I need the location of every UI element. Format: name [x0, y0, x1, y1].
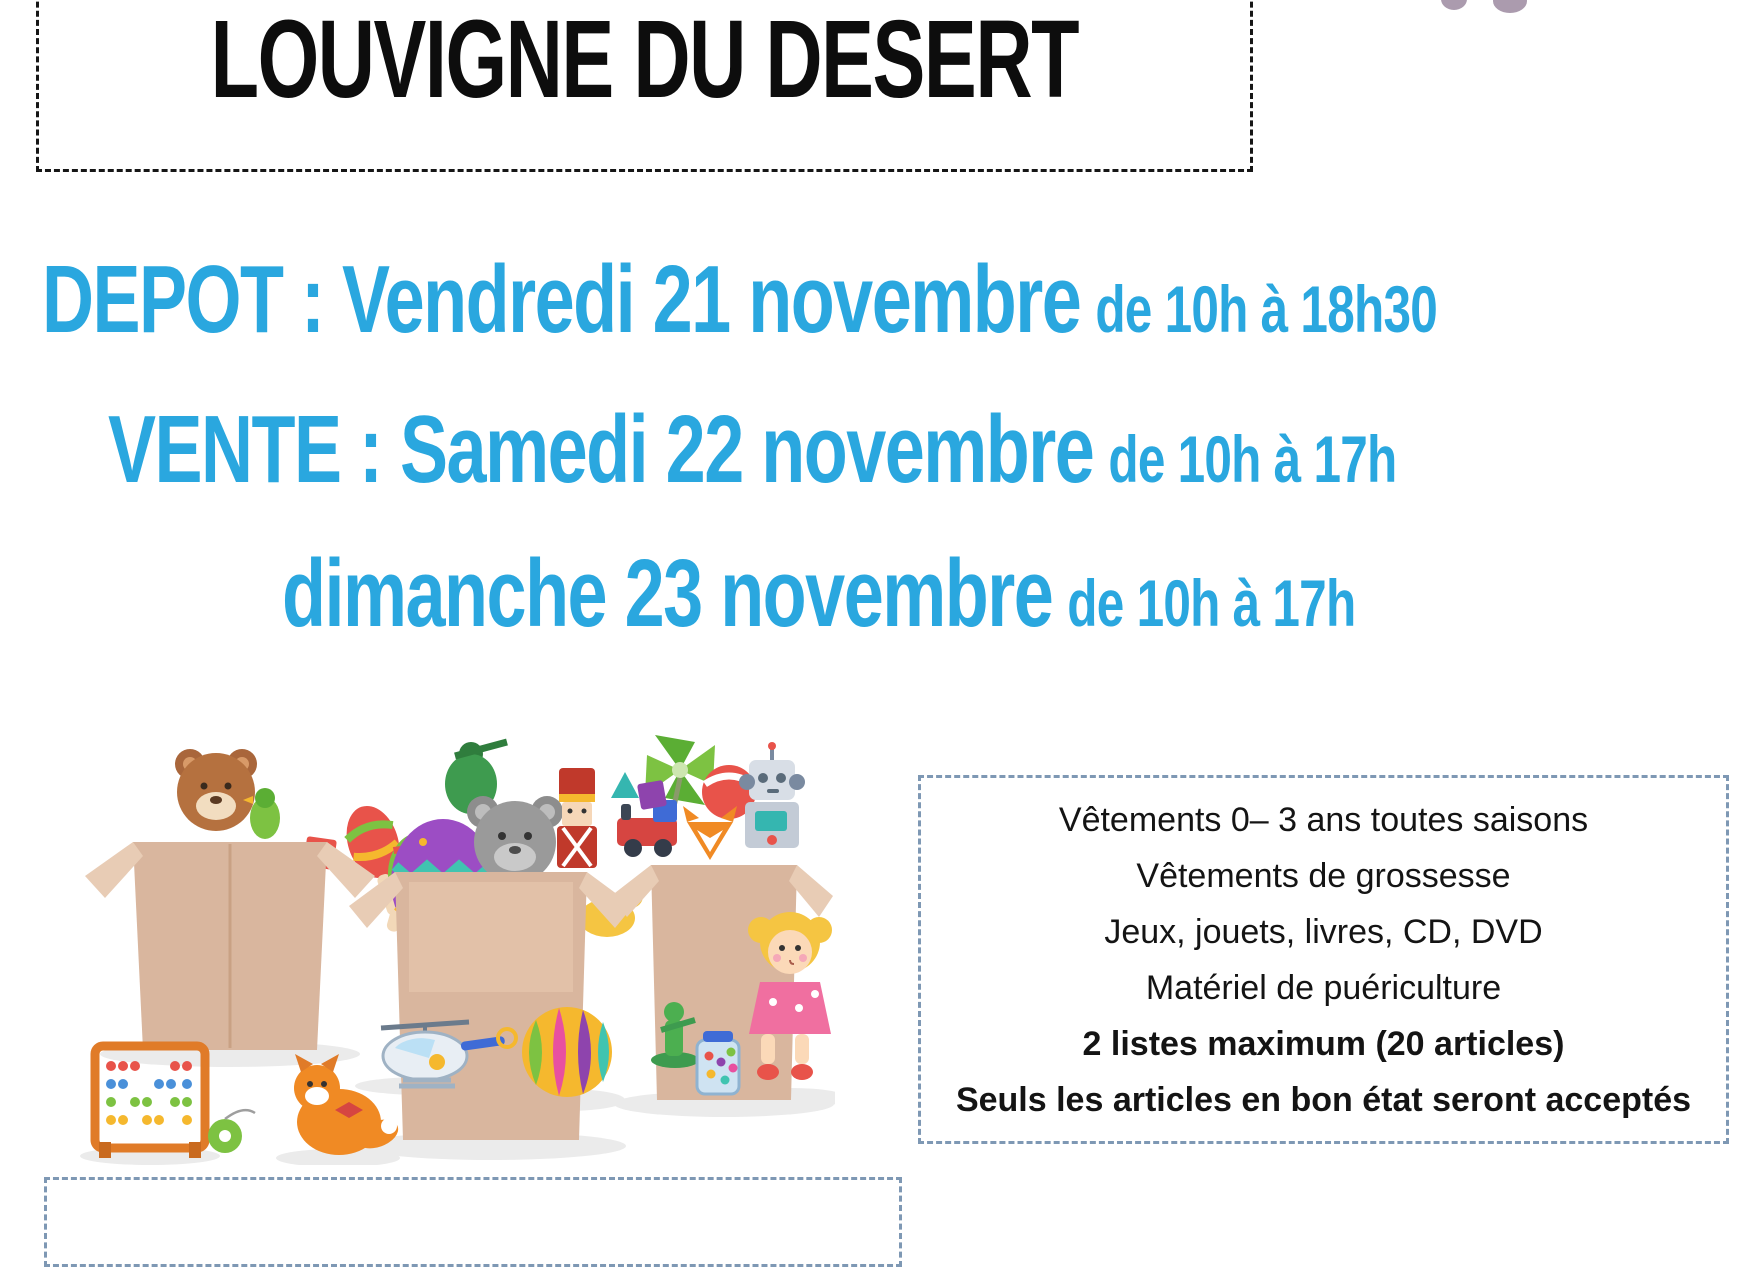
- schedule-time-text: de 10h à 18h30: [1095, 272, 1438, 346]
- schedule-main-text: dimanche 23 novembre: [282, 540, 1053, 647]
- yo-yo-icon: [208, 1110, 255, 1153]
- schedule-main-text: DEPOT : Vendredi 21 novembre: [42, 246, 1081, 353]
- nutcracker-icon: [557, 768, 597, 868]
- item-line: Matériel de puériculture: [1145, 968, 1502, 1007]
- bottom-info-box: [44, 1177, 902, 1267]
- schedule-main-text: VENTE : Samedi 22 novembre: [108, 396, 1094, 503]
- item-line-rule: Seuls les articles en bon état seront acceptés: [955, 1080, 1692, 1119]
- accepted-items-box: [918, 775, 1729, 1144]
- schedule-time-text: de 10h à 17h: [1067, 566, 1356, 640]
- teddy-bear-icon: [175, 749, 257, 831]
- decor-dot-icon: [1493, 0, 1527, 13]
- schedule-line-dimanche: [282, 540, 1356, 647]
- item-line: Vêtements de grossesse: [1136, 856, 1511, 895]
- decor-dot-icon: [1441, 0, 1467, 10]
- left-toy-box-icon: [85, 842, 375, 1050]
- item-line: Jeux, jouets, livres, CD, DVD: [1104, 912, 1543, 951]
- toys-illustration: [55, 690, 835, 1165]
- schedule-line-vente: [108, 396, 1397, 503]
- fox-mask-icon: [683, 806, 737, 860]
- schedule-line-depot: [42, 246, 1438, 353]
- header-box: [36, 0, 1253, 172]
- candy-jar-icon: [697, 1031, 739, 1094]
- schedule-time-text: de 10h à 17h: [1108, 422, 1397, 496]
- page-title: LOUVIGNE DU DESERT: [210, 0, 1079, 121]
- item-line: Vêtements 0– 3 ans toutes saisons: [1058, 800, 1589, 839]
- fox-plush-icon: [294, 1054, 402, 1155]
- item-line-rule: 2 listes maximum (20 articles): [1082, 1024, 1565, 1063]
- striped-ball-icon: [522, 1007, 612, 1097]
